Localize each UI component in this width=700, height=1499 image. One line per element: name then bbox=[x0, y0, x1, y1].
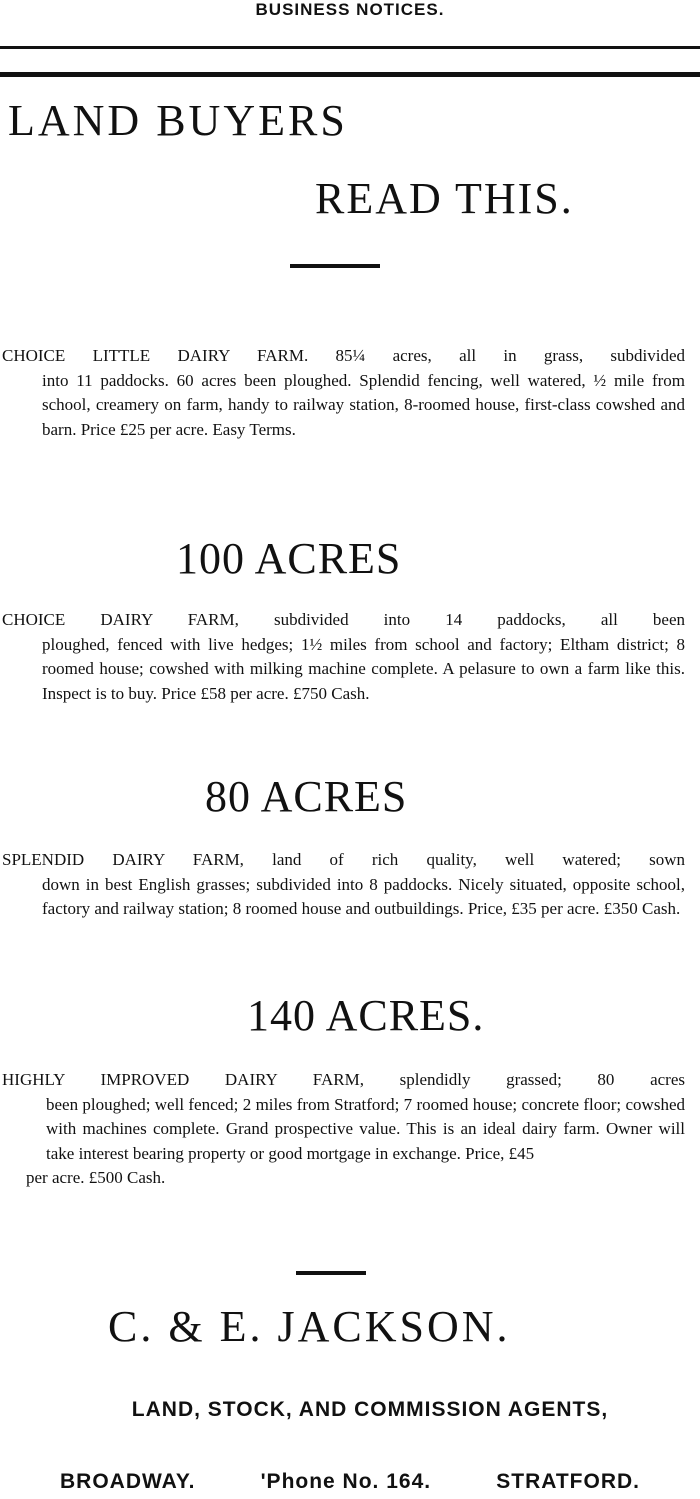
listing-first-line: SPLENDID DAIRY FARM, land of rich quality, well watered; sown bbox=[2, 850, 685, 869]
listing-heading: 100 ACRES bbox=[176, 534, 402, 583]
divider-rule bbox=[296, 1271, 366, 1275]
heavy-rule bbox=[0, 72, 700, 77]
agent-role: LAND, STOCK, AND COMMISSION AGENTS, bbox=[131, 1398, 609, 1421]
headline-line1: LAND BUYERS bbox=[8, 96, 348, 145]
agent-address bbox=[60, 1470, 640, 1494]
section-title: BUSINESS NOTICES. bbox=[255, 0, 445, 19]
address-right: STRATFORD. bbox=[496, 1470, 640, 1493]
listing-paragraph bbox=[2, 1068, 685, 1191]
listing-first-line: CHOICE LITTLE DAIRY FARM. 85¼ acres, all in grass, subdivided bbox=[2, 346, 685, 365]
listing-body: been ploughed; well fenced; 2 miles from Stratford; 7 roomed house; concrete floor; cowshed with machines complete. Grand prospective value. This is an ideal dairy farm. Owner will take interest bearing property or good mortgage in exchange. Price, £45 bbox=[46, 1094, 685, 1163]
listing-heading: 80 ACRES bbox=[205, 772, 408, 821]
listing-body: into 11 paddocks. 60 acres been ploughed. Splendid fencing, well watered, ½ mile from school, creamery on farm, handy to railway station, 8-roomed house, first-class cowshed and barn. Price £25 per acre. Easy Terms. bbox=[42, 370, 685, 439]
listing-body-last: per acre. £500 Cash. bbox=[26, 1168, 166, 1187]
address-left: BROADWAY. bbox=[60, 1470, 196, 1493]
listing-body: down in best English grasses; subdivided into 8 paddocks. Nicely situated, opposite school, factory and railway station; 8 roomed house and outbuildings. Price, £35 per acre. £350 Cash. bbox=[42, 874, 685, 918]
listing-first-line: HIGHLY IMPROVED DAIRY FARM, splendidly grassed; 80 acres bbox=[2, 1070, 685, 1089]
headline-line2: READ THIS. bbox=[315, 174, 574, 223]
listing-first-line: CHOICE DAIRY FARM, subdivided into 14 paddocks, all been bbox=[2, 610, 685, 629]
listing-paragraph bbox=[2, 848, 685, 922]
phone-number: 'Phone No. 164. bbox=[260, 1470, 432, 1493]
divider-rule bbox=[290, 264, 380, 268]
listing-body: ploughed, fenced with live hedges; 1½ miles from school and factory; Eltham district; 8 roomed house; cowshed with milking machine complete. A pelasure to own a farm like this. Inspect is to buy. Price £58 per acre. £750 Cash. bbox=[42, 634, 685, 703]
agent-name: C. & E. JACKSON. bbox=[108, 1302, 511, 1351]
listing-paragraph bbox=[2, 344, 685, 442]
listing-heading: 140 ACRES. bbox=[247, 991, 485, 1040]
header-rule bbox=[0, 46, 700, 49]
listing-paragraph bbox=[2, 608, 685, 706]
